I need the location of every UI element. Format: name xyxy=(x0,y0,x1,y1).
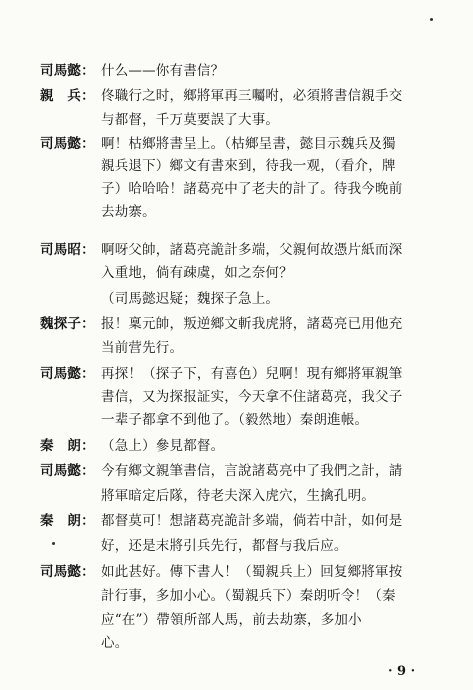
dialogue-text: 什么——你有書信？ xyxy=(101,63,225,79)
script-line xyxy=(40,87,402,105)
script-line xyxy=(101,388,402,406)
dialogue-text: 子）哈哈哈！諸葛亮中了老夫的計了。待我今晚前 xyxy=(101,181,403,197)
speaker-name: 秦 朗： xyxy=(40,438,95,454)
script-line xyxy=(40,62,224,80)
script-line xyxy=(101,611,362,629)
speaker-name: 司馬懿： xyxy=(40,366,95,382)
script-line xyxy=(40,563,402,581)
script-line xyxy=(101,537,348,555)
dialogue-text: 都督莫可！想諸葛亮詭計多端，倘若中計，如何是 xyxy=(101,513,403,529)
script-line xyxy=(40,437,224,455)
script-line xyxy=(101,339,183,357)
dialogue-text: 再探！（探子下，有喜色）兒啊！現有鄉將軍親筆 xyxy=(101,366,403,382)
script-line xyxy=(101,203,156,221)
dialogue-text: 与都督，千万莫要誤了大事。 xyxy=(101,112,280,128)
speaker-name: 司馬懿： xyxy=(40,564,95,580)
dialogue-text: 佟職行之时，鄉將軍再三囑咐，必須將書信親手交 xyxy=(101,88,403,104)
script-line xyxy=(101,587,396,605)
scan-speck xyxy=(430,18,433,21)
script-line xyxy=(101,180,402,198)
dialogue-text: 入重地，倘有疎虞，如之奈何？ xyxy=(101,265,293,281)
script-line xyxy=(101,157,396,175)
page-number: · 9 · xyxy=(388,664,416,679)
script-line xyxy=(40,135,396,153)
script-line xyxy=(40,365,402,383)
script-line xyxy=(40,315,402,333)
script-line xyxy=(40,241,402,259)
dialogue-text: （司馬懿迟疑；魏探子急上。 xyxy=(101,291,280,307)
script-line xyxy=(101,634,128,652)
scan-speck xyxy=(52,542,55,545)
speaker-name: 司馬懿： xyxy=(40,136,95,152)
dialogue-text: 啊呀父帥，諸葛亮詭計多端，父親何故憑片紙而深 xyxy=(101,242,403,258)
speaker-name: 魏探子： xyxy=(40,316,95,332)
dialogue-text: 書信，又为探报証实，今天拿不住諸葛亮，我父子 xyxy=(101,389,403,405)
dialogue-text: 当前营先行。 xyxy=(101,340,184,356)
dialogue-text: 親兵退下）鄉文有書來到，待我一观，（看介，牌 xyxy=(101,158,396,174)
script-line xyxy=(40,462,402,480)
dialogue-text: 如此甚好。傳下書人！（蜀親兵上）回复鄉將軍按 xyxy=(101,564,403,580)
speaker-name: 司馬懿： xyxy=(40,63,95,79)
speaker-name: 司馬昭： xyxy=(40,242,95,258)
dialogue-text: 心。 xyxy=(101,635,129,651)
script-line xyxy=(101,290,279,308)
dialogue-text: 一辈子都拿不到他了。（毅然地）秦朗進帳。 xyxy=(101,412,369,428)
speaker-name: 親 兵： xyxy=(40,88,95,104)
dialogue-text: 啊！枯鄉將書呈上。（枯鄉呈書，懿目示魏兵及獨 xyxy=(101,136,396,152)
dialogue-text: 今有鄉文親筆書信，言說諸葛亮中了我們之計，請 xyxy=(101,463,403,479)
script-line xyxy=(101,264,293,282)
speaker-name: 司馬懿： xyxy=(40,463,95,479)
script-line xyxy=(101,411,368,429)
dialogue-text: （急上）參見都督。 xyxy=(101,438,225,454)
dialogue-text: 計行事，多加小心。（蜀親兵下）秦朗听令！（秦 xyxy=(101,588,396,604)
dialogue-text: 好，还是末將引兵先行，都督与我后应。 xyxy=(101,538,348,554)
dialogue-text: 报！稟元帥，叛逆鄉文斬我虎將，諸葛亮已用他充 xyxy=(101,316,403,332)
dialogue-text: 去劫寨。 xyxy=(101,204,156,220)
dialogue-text: 应“在”）帶領所部人馬，前去劫寨，多加小 xyxy=(101,612,362,628)
dialogue-text: 將軍暗定后隊，待老夫深入虎穴，生擒孔明。 xyxy=(101,488,375,504)
script-line xyxy=(101,111,279,129)
speaker-name: 秦 朗： xyxy=(40,513,95,529)
script-line xyxy=(101,487,375,505)
script-line xyxy=(40,512,402,530)
